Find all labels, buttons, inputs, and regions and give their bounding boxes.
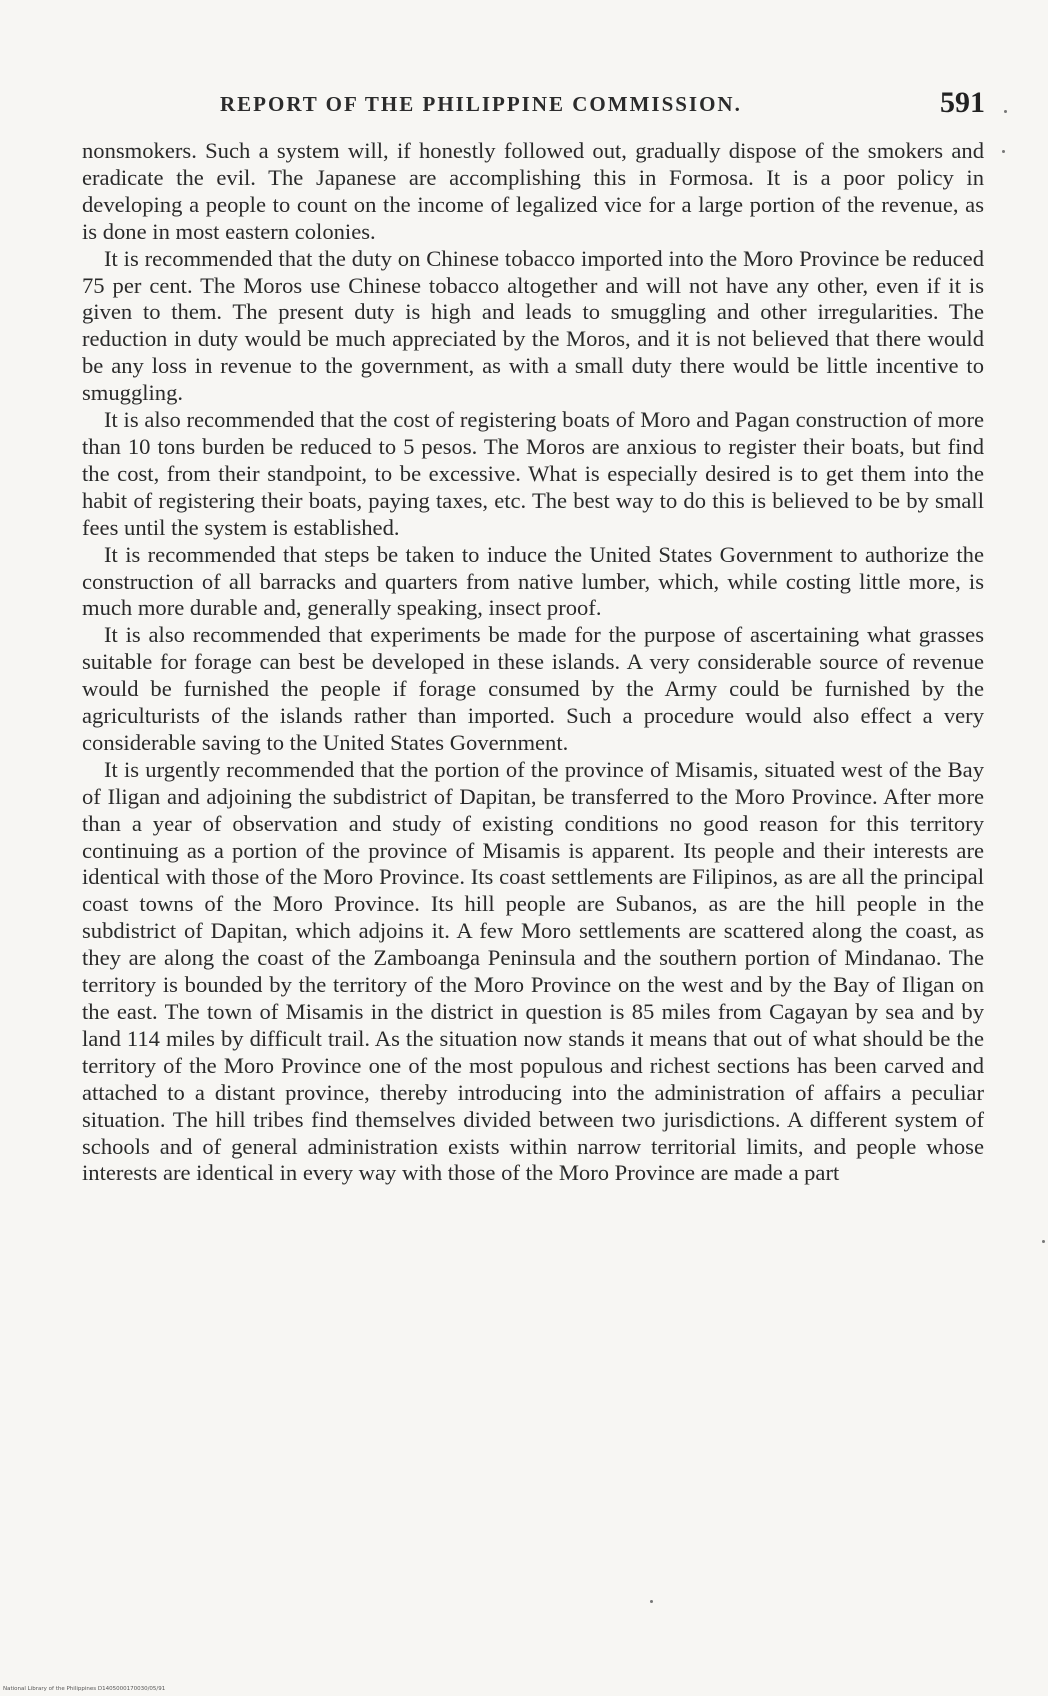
paragraph-2: It is recommended that the duty on Chinese tobacco imported into the Moro Province be reduced 75 per cent. The Moros use Chinese tobacco altogether and will not have any other, even if it is given to them. The present duty is high and leads to smuggling and other irregularities. The reduction in duty would be much appreciated by the Moros, and it is not believed that there would be any loss in revenue to the government, as with a small duty there would be little incentive to smuggling. [82, 245, 984, 406]
page-header [80, 86, 985, 126]
library-stamp: National Library of the Philippines D1405000170030/05/91 [3, 1686, 166, 1692]
scan-speck [1004, 110, 1007, 113]
paragraph-3: It is also recommended that the cost of registering boats of Moro and Pagan construction of more than 10 tons burden be reduced to 5 pesos. The Moros are anxious to register their boats, but find the cost, from their standpoint, to be excessive. What is especially desired is to get them into the habit of registering their boats, paying taxes, etc. The best way to do this is believed to be by small fees until the system is established. [82, 407, 984, 540]
paragraph-6: It is urgently recommended that the portion of the province of Misamis, situated west of the Bay of Iligan and adjoining the subdistrict of Dapitan, be transferred to the Moro Province. After more than a year of observation and study of existing conditions no good reason for this territory continuing as a portion of the province of Misamis is apparent. Its people and their interests are identical with those of the Moro Province. Its coast settlements are Filipinos, as are all the principal coast towns of the Moro Province. Its hill people are Subanos, as are the hill people in the subdistrict of Dapitan, which adjoins it. A few Moro settlements are scattered along the coast, as they are along the coast of the Zamboanga Peninsula and the southern portion of Mindanao. The territory is bounded by the territory of the Moro Province on the west and by the Bay of Iligan on the east. The town of Misamis in the district in question is 85 miles from Cagayan by sea and by land 114 miles by difficult trail. As the situation now stands it means that out of what should be the territory of the Moro Province one of the most populous and richest sections has been carved and attached to a distant province, thereby introducing into the administration of affairs a peculiar situation. The hill tribes find themselves divided between two jurisdictions. A different system of schools and of general administration exists within narrow territorial limits, and people whose interests are identical in every way with those of the Moro Province are made a part [82, 756, 984, 1186]
running-head: REPORT OF THE PHILIPPINE COMMISSION. [220, 92, 742, 116]
paragraph-5: It is also recommended that experiments be made for the purpose of ascertaining what grasses suitable for forage can best be developed in these islands. A very considerable source of revenue would be furnished the people if forage consumed by the Army could be furnished by the agriculturists of the islands rather than imported. Such a procedure would also effect a very considerable saving to the United States Government. [82, 622, 984, 755]
paragraph-1: nonsmokers. Such a system will, if honestly followed out, gradually dispose of the smokers and eradicate the evil. The Japanese are accomplishing this in Formosa. It is a poor policy in developing a people to count on the income of legalized vice for a large portion of the revenue, as is done in most eastern colonies. [82, 138, 984, 244]
scan-speck [650, 1600, 653, 1603]
scan-speck [1002, 150, 1005, 153]
page-number: 591 [940, 86, 985, 119]
paragraph-4: It is recommended that steps be taken to induce the United States Government to authorize the construction of all barracks and quarters from native lumber, which, while costing little more, is much more durable and, generally speaking, insect proof. [82, 541, 984, 621]
scan-speck [1042, 1240, 1045, 1243]
body-text [82, 138, 984, 1187]
